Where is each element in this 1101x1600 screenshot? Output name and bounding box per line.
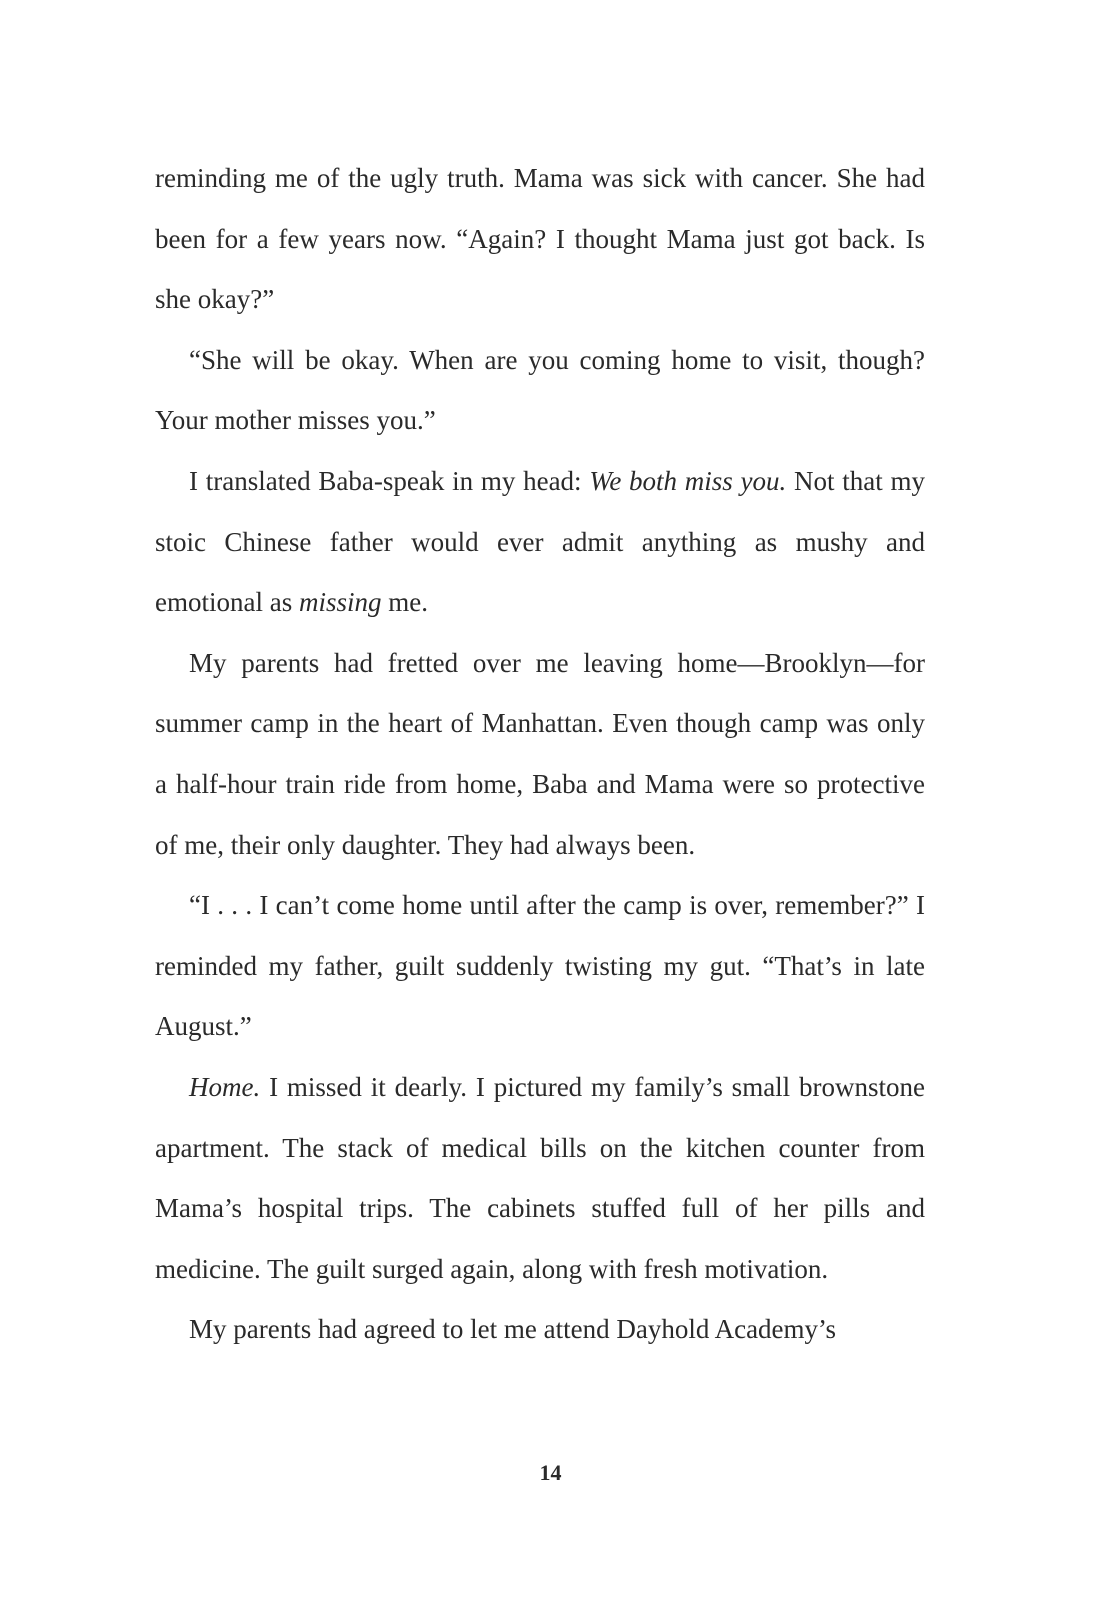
paragraph <box>155 875 925 1057</box>
paragraph-text: My parents had agreed to let me attend Dayhold Academy’s <box>189 1314 837 1345</box>
paragraph-text: reminding me of the ugly truth. Mama was sick with cancer. She had been for a few years now. “Again? I thought Mama just got back. Is she okay?” <box>155 163 925 315</box>
italic-text: We both miss you. <box>589 465 787 496</box>
paragraph <box>155 1057 925 1299</box>
paragraph <box>155 148 925 330</box>
paragraph <box>155 1299 925 1360</box>
paragraph-text: Not that my stoic Chinese father would ever admit anything as mushy and emotional as <box>155 465 925 618</box>
page-number: 14 <box>539 1460 562 1485</box>
paragraph-text: “She will be okay. When are you coming home to visit, though? Your mother misses you.” <box>155 344 925 436</box>
paragraph-text: me. <box>381 587 428 618</box>
paragraph <box>155 633 925 875</box>
italic-text: missing <box>298 587 382 618</box>
body-text <box>155 148 925 1360</box>
paragraph-text: My parents had fretted over me leaving home—Brooklyn—for summer camp in the heart of Manhattan. Even though camp was only a half-hour train ride from home, Baba and Mama were so protective of me, their only daughter. They had always been. <box>155 647 925 860</box>
paragraph <box>155 451 925 633</box>
paragraph-text: I missed it dearly. I pictured my family’s small brownstone apartment. The stack of medical bills on the kitchen counter from Mama’s hospital trips. The cabinets stuffed full of her pills and medicine. The guilt surged again, along with fresh motivation. <box>155 1071 925 1284</box>
paragraph <box>155 330 925 451</box>
paragraph-text: “I . . . I can’t come home until after the camp is over, remember?” I reminded my father, guilt suddenly twisting my gut. “That’s in late August.” <box>155 890 925 1042</box>
paragraph-text: I translated Baba-speak in my head: <box>189 465 590 496</box>
italic-text: Home. <box>189 1071 261 1102</box>
